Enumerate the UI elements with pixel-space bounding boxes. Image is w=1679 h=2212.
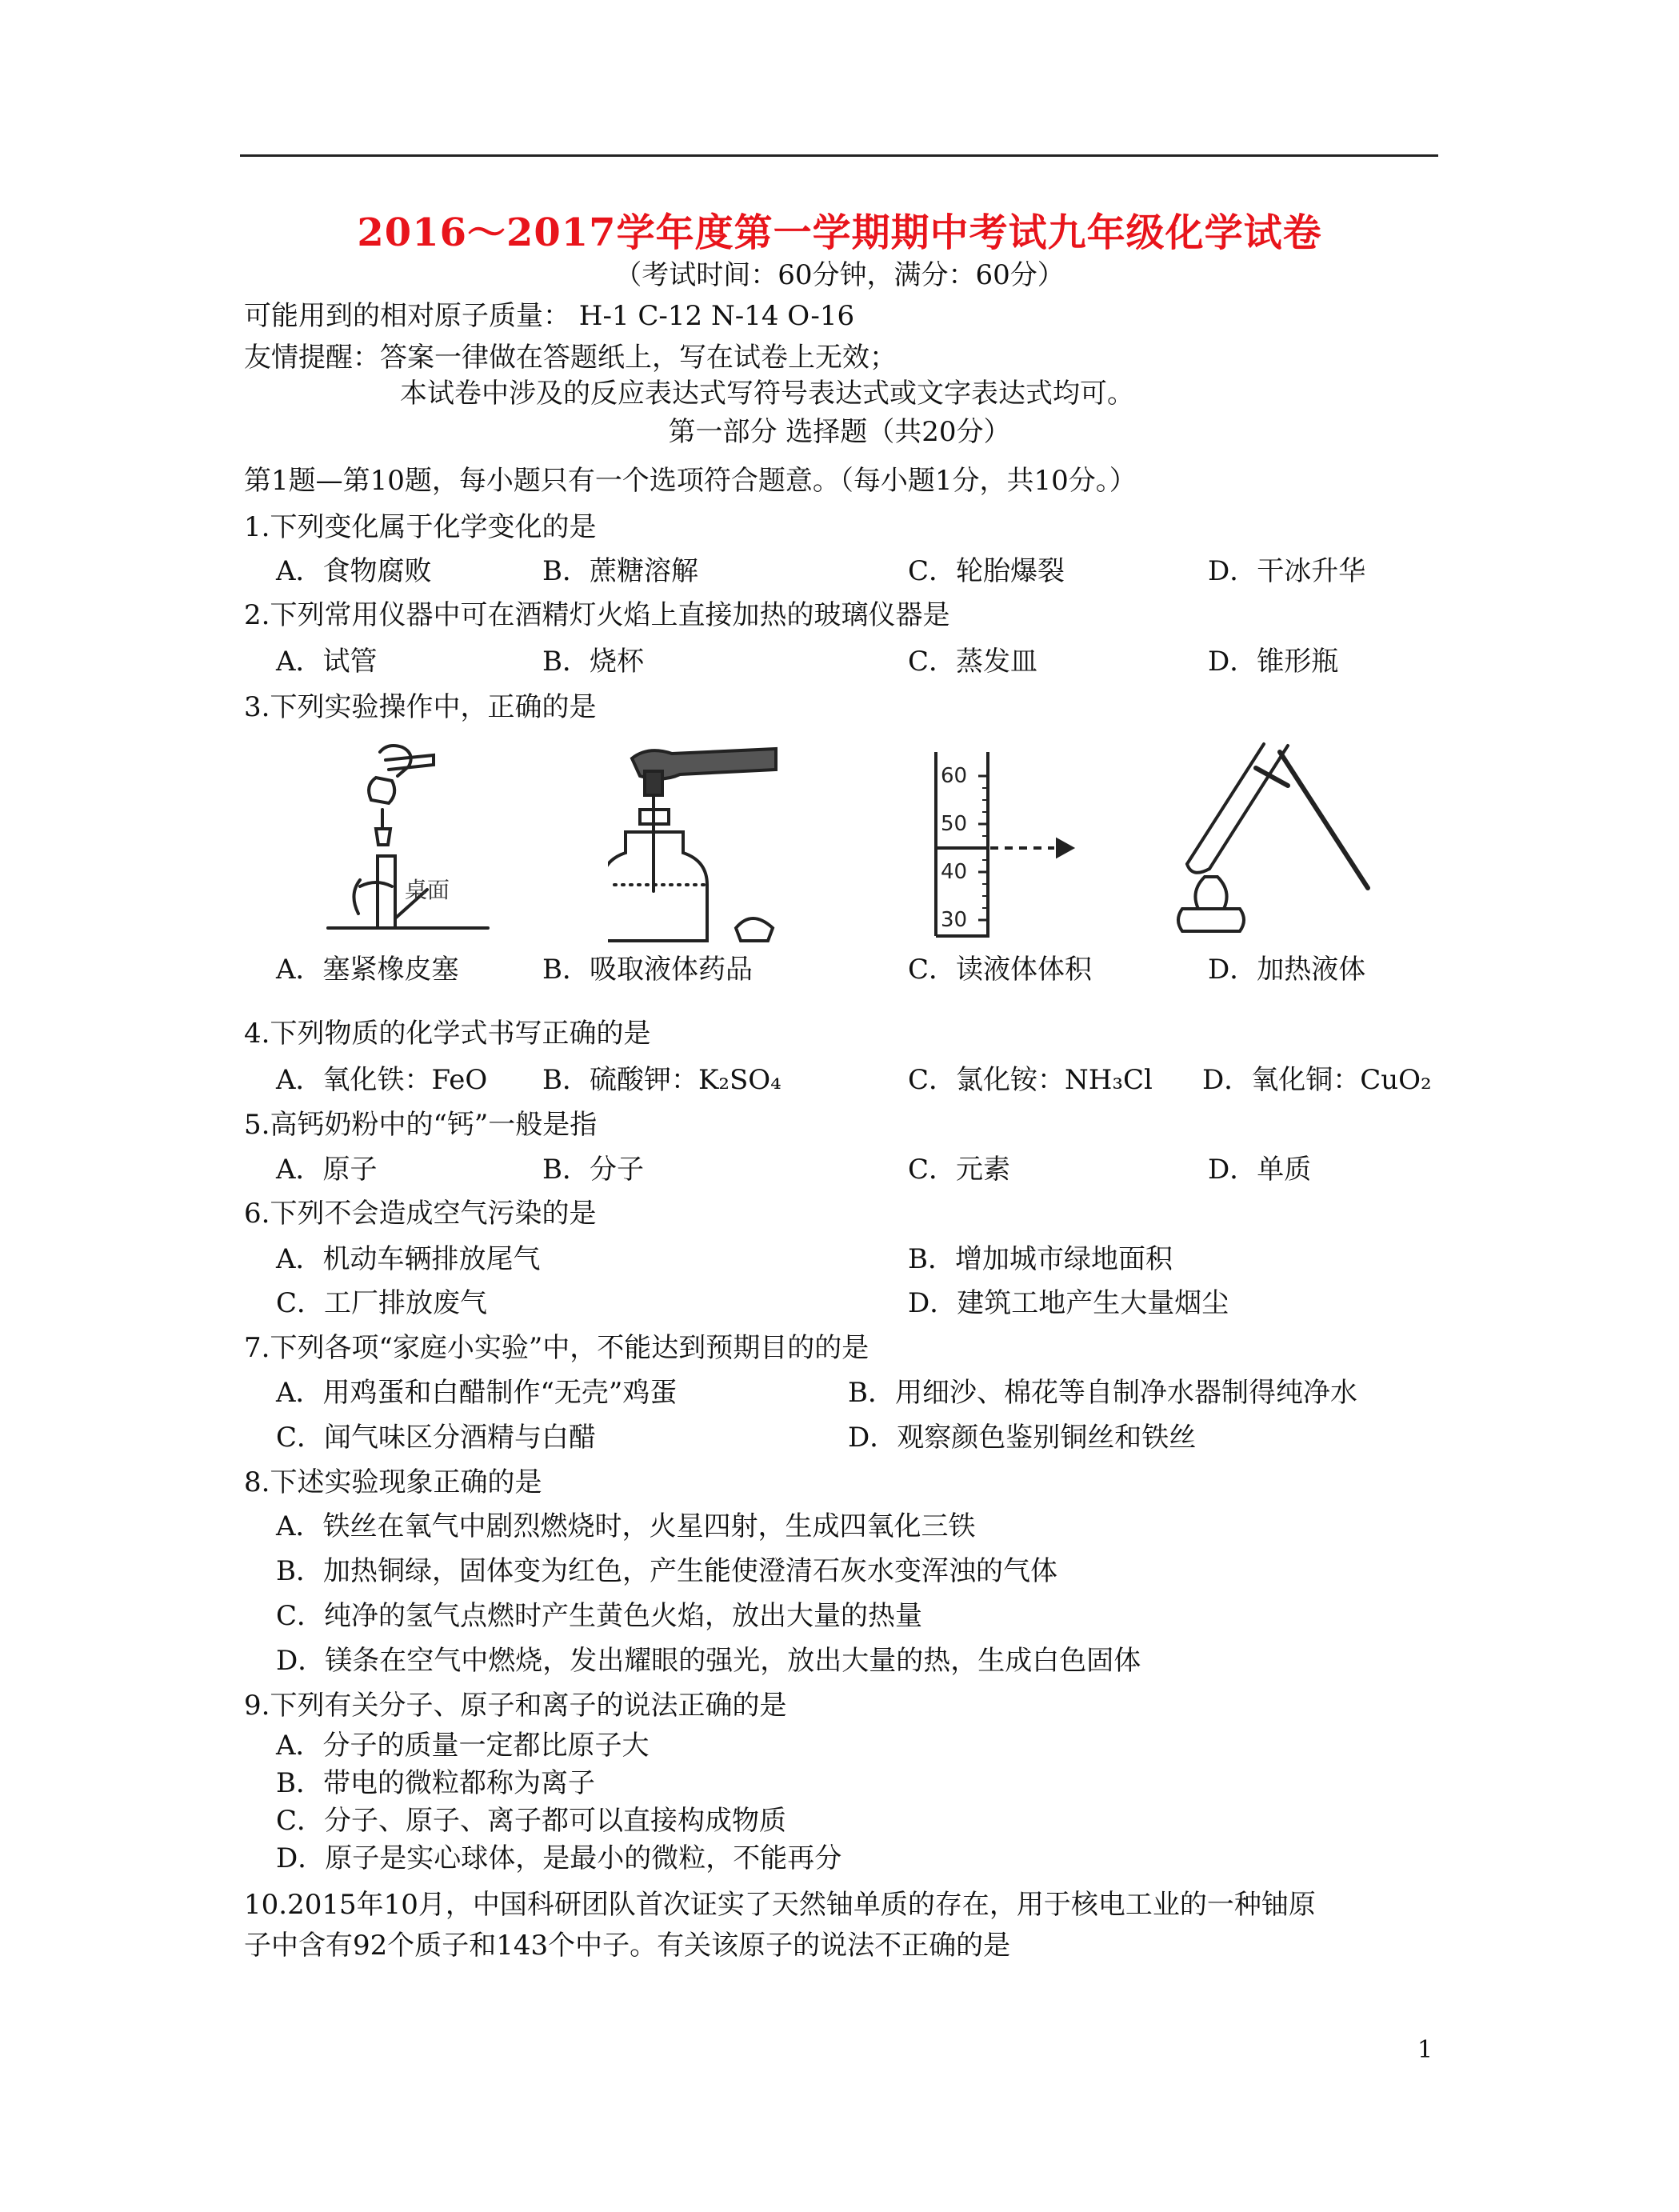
- q9-option-a: A．分子的质量一定都比原子大: [276, 1730, 650, 1762]
- q9-stem: 9.下列有关分子、原子和离子的说法正确的是: [244, 1690, 787, 1722]
- q3-option-b: B．吸取液体药品: [542, 954, 753, 986]
- q8-option-d: D．镁条在空气中燃烧，发出耀眼的强光，放出大量的热，生成白色固体: [276, 1645, 1141, 1677]
- q6-option-b: B．增加城市绿地面积: [908, 1243, 1173, 1275]
- atomic-masses: 可能用到的相对原子质量： H-1 C-12 N-14 O-16: [244, 300, 855, 332]
- q2-option-d: D．锥形瓶: [1208, 646, 1339, 678]
- q9-option-d: D．原子是实心球体，是最小的微粒，不能再分: [276, 1842, 842, 1874]
- q5-stem: 5.高钙奶粉中的“钙”一般是指: [244, 1109, 598, 1141]
- q1-option-a: A．食物腐败: [276, 555, 432, 587]
- q7-option-b: B．用细沙、棉花等自制净水器制得纯净水: [848, 1377, 1357, 1409]
- reminder-1: 友情提醒：答案一律做在答题纸上，写在试卷上无效；: [244, 342, 897, 374]
- q2-option-c: C．蒸发皿: [908, 646, 1038, 678]
- figure-heating-liquid: [1168, 736, 1376, 944]
- q7-option-a: A．用鸡蛋和白醋制作“无壳”鸡蛋: [276, 1377, 678, 1409]
- q5-option-c: C．元素: [908, 1154, 1011, 1186]
- q6-stem: 6.下列不会造成空气污染的是: [244, 1198, 597, 1230]
- q10-stem-line-2: 子中含有92个质子和143个中子。有关该原子的说法不正确的是: [244, 1930, 1011, 1962]
- q2-stem: 2.下列常用仪器中可在酒精灯火焰上直接加热的玻璃仪器是: [244, 599, 950, 631]
- section-instruction: 第1题—第10题，每小题只有一个选项符合题意。（每小题1分，共10分。）: [244, 465, 1137, 497]
- q4-option-d: D．氧化铜：CuO₂: [1202, 1064, 1432, 1096]
- q10-stem-line-1: 10.2015年10月，中国科研团队首次证实了天然铀单质的存在，用于核电工业的一种铀原: [244, 1889, 1316, 1921]
- figure-graduated-cylinder: [920, 744, 1112, 944]
- q1-stem: 1.下列变化属于化学变化的是: [244, 511, 597, 543]
- q3-option-a: A．塞紧橡皮塞: [276, 954, 459, 986]
- page-number: 1: [1417, 2036, 1433, 2064]
- q6-option-c: C．工厂排放废气: [276, 1287, 488, 1319]
- q4-option-b: B．硫酸钾：K₂SO₄: [542, 1064, 782, 1096]
- q9-option-b: B．带电的微粒都称为离子: [276, 1767, 595, 1799]
- q6-option-d: D．建筑工地产生大量烟尘: [908, 1287, 1229, 1319]
- q3-option-d: D．加热液体: [1208, 954, 1366, 986]
- scale-label-30: 30: [941, 908, 968, 932]
- q3-option-c: C．读液体体积: [908, 954, 1093, 986]
- q1-option-d: D．干冰升华: [1208, 555, 1366, 587]
- q2-option-a: A．试管: [276, 646, 378, 678]
- q4-stem: 4.下列物质的化学式书写正确的是: [244, 1018, 651, 1050]
- exam-title: 2016～2017学年度第一学期期中考试九年级化学试卷: [357, 210, 1322, 255]
- figure-stopper-tube: [320, 736, 504, 936]
- q3-stem: 3.下列实验操作中，正确的是: [244, 691, 597, 723]
- q5-option-d: D．单质: [1208, 1154, 1312, 1186]
- q5-option-b: B．分子: [542, 1154, 644, 1186]
- desk-label: 桌面: [405, 877, 450, 903]
- q7-option-c: C．闻气味区分酒精与白醋: [276, 1422, 597, 1454]
- scale-label-50: 50: [941, 812, 968, 836]
- q7-stem: 7.下列各项“家庭小实验”中，不能达到预期目的的是: [244, 1332, 869, 1364]
- q1-option-c: C．轮胎爆裂: [908, 555, 1065, 587]
- q2-option-b: B．烧杯: [542, 646, 644, 678]
- q4-option-c: C．氯化铵：NH₃Cl: [908, 1064, 1153, 1096]
- exam-info: （考试时间：60分钟，满分：60分）: [614, 259, 1065, 291]
- q5-option-a: A．原子: [276, 1154, 378, 1186]
- q6-option-a: A．机动车辆排放尾气: [276, 1243, 541, 1275]
- q9-option-c: C．分子、原子、离子都可以直接构成物质: [276, 1805, 787, 1837]
- q7-option-d: D．观察颜色鉴别铜丝和铁丝: [848, 1422, 1197, 1454]
- q8-option-a: A．铁丝在氧气中剧烈燃烧时，火星四射，生成四氧化三铁: [276, 1510, 976, 1542]
- figure-dropper-bottle: [608, 744, 792, 944]
- scale-label-40: 40: [941, 860, 968, 884]
- header-rule: [240, 154, 1438, 157]
- q8-stem: 8.下述实验现象正确的是: [244, 1466, 542, 1498]
- q1-option-b: B．蔗糖溶解: [542, 555, 698, 587]
- q8-option-b: B．加热铜绿，固体变为红色，产生能使澄清石灰水变浑浊的气体: [276, 1555, 1057, 1587]
- q4-option-a: A．氧化铁：FeO: [276, 1064, 488, 1096]
- reminder-2: 本试卷中涉及的反应表达式写符号表达式或文字表达式均可。: [400, 378, 1134, 410]
- scale-label-60: 60: [941, 764, 968, 788]
- section-title: 第一部分 选择题（共20分）: [668, 416, 1011, 448]
- q8-option-c: C．纯净的氢气点燃时产生黄色火焰，放出大量的热量: [276, 1600, 923, 1632]
